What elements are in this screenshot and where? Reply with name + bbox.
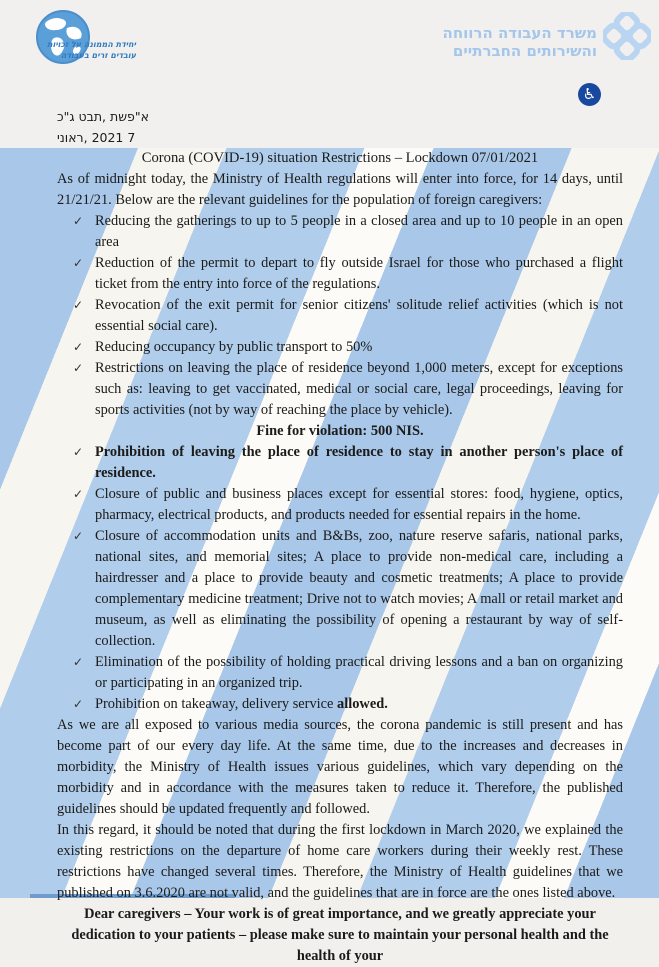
list-item-text: Reduction of the permit to depart to fly outside Israel for those who purchased a flight ticket from the entry into force of the regulations. xyxy=(95,255,623,292)
first-lockdown-paragraph: In this regard, it should be noted that during the first lockdown in March 2020, we explained the existing restrictions on the departure of home care workers during their weekly rest. These restrictions have changed several times. Therefore, the Ministry of Health guidelines that we published on 3.6.2020 are not valid, and the guidelines that are in force are the ones listed above. xyxy=(57,822,623,901)
list-item xyxy=(57,211,623,253)
check-icon: ✓ xyxy=(73,298,84,312)
ministry-clover-icon xyxy=(603,12,651,65)
document-title: Corona (COVID-19) situation Restrictions – Lockdown 07/01/2021 xyxy=(141,150,539,166)
check-icon: ✓ xyxy=(73,697,84,711)
list-item-text: Closure of accommodation units and B&Bs, zoo, nature reserve safaris, national parks, national sites, and memorial sites; A place to provide non-medical care, including a hairdresser and a place to provide beauty and cosmetic treatments; A place to provide complementary medicine treatment; Drive not to watch movies; A mall or retail market and museum, as well as eliminating the possibility of opening a restaurant by way of self-collection. xyxy=(95,528,623,649)
list-item-text: Prohibition on takeaway, delivery service xyxy=(95,696,338,712)
list-item xyxy=(57,295,623,337)
closing-message: Dear caregivers – Your work is of great importance, and we greatly appreciate your dedication to your patients – please make sure to maintain your personal health and the health of your xyxy=(71,906,609,964)
list-item-text: Restrictions on leaving the place of residence beyond 1,000 meters, except for exceptions such as: leaving to get vaccinated, medical or social care, legal proceedings, leaving for sports activities (not by way of reaching the place by vehicle). xyxy=(95,360,623,418)
list-item xyxy=(57,442,623,484)
accessibility-icon xyxy=(578,83,601,106)
ministry-name-line2: והשירותים החברתיים xyxy=(452,42,597,60)
list-item-text: Closure of public and business places except for essential stores: food, hygiene, optics, pharmacy, electrical products, and products needed for essential repairs in the home. xyxy=(95,486,623,523)
fine-for-violation-line: Fine for violation: 500 NIS. xyxy=(256,423,424,439)
document-body xyxy=(57,106,623,967)
unit-name-line1: יחידת הממונה על זכויות xyxy=(47,40,136,49)
list-item xyxy=(57,694,623,715)
list-item-text: Reducing the gatherings to up to 5 people in a closed area and up to 10 people in an open area xyxy=(95,213,623,250)
list-item-text: Reducing occupancy by public transport to 50% xyxy=(95,339,373,355)
list-item-text: Prohibition of leaving the place of residence to stay in another person's place of residence. xyxy=(95,444,623,481)
check-icon: ✓ xyxy=(73,655,84,669)
check-icon: ✓ xyxy=(73,445,84,459)
check-icon: ✓ xyxy=(73,340,84,354)
list-item xyxy=(57,652,623,694)
check-icon: ✓ xyxy=(73,529,84,543)
list-item xyxy=(57,337,623,358)
list-item xyxy=(57,358,623,421)
check-icon: ✓ xyxy=(73,256,84,270)
list-item xyxy=(57,253,623,295)
list-item-text: Elimination of the possibility of holding practical driving lessons and a ban on organizing or participating in an organized trip. xyxy=(95,654,623,691)
restrictions-list xyxy=(57,211,623,421)
unit-name-line2: עובדים זרים בעבודה xyxy=(60,51,136,60)
check-icon: ✓ xyxy=(73,487,84,501)
check-icon: ✓ xyxy=(73,214,84,228)
ministry-name xyxy=(357,24,597,60)
list-item xyxy=(57,484,623,526)
gregorian-date: ינואר, 2021 7 xyxy=(57,130,136,145)
media-paragraph: As we are all exposed to various media sources, the corona pandemic is still present and has become part of our every day life. At the same time, due to the increases and decreases in morbidity, the Ministry of Health issues various guidelines, which vary depending on the morbidity and in accordance with the measures taken to reduce it. Therefore, the published guidelines should be updated frequently and followed. xyxy=(57,717,623,817)
hebrew-date: כ"ג טבת, תשפ"א xyxy=(57,109,149,124)
closures-list xyxy=(57,442,623,715)
list-item xyxy=(57,526,623,652)
ministry-name-line1: משרד העבודה הרווחה xyxy=(442,24,597,42)
list-item-text: Revocation of the exit permit for senior citizens' solitude relief activities (which is not essential social care). xyxy=(95,297,623,334)
check-icon: ✓ xyxy=(73,361,84,375)
wheelchair-glyph: ♿ xyxy=(582,85,597,103)
foreign-workers-unit-name xyxy=(40,39,136,61)
date-block xyxy=(57,106,623,148)
list-item-bold-suffix: allowed. xyxy=(337,696,388,712)
intro-paragraph: As of midnight today, the Ministry of Health regulations will enter into force, for 14 days, until 21/21/21. Below are the relevant guidelines for the population of foreign caregivers: xyxy=(57,171,623,208)
